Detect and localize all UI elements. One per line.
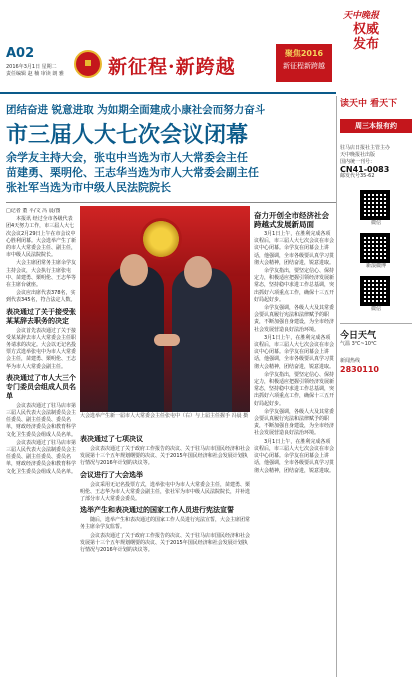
logo-text <box>353 22 379 52</box>
headline-divider <box>6 202 336 203</box>
weather-temp: 气温 3℃~10℃ <box>340 341 377 347</box>
person-right-head <box>184 256 212 288</box>
page-number: A02 <box>6 46 35 61</box>
banner-text: 新征程新跨越 <box>283 62 325 70</box>
hotline-label: 新闻热线 <box>340 358 361 364</box>
body-paragraph: 3月1日上午，在胜利完成各项议程后，市三届人大七次会议在市会议中心闭幕。余学友在闭幕会上讲话，他强调，全市各级要认真学习贯彻大会精神，团结奋进，锐意进取。 <box>254 438 334 474</box>
info-line-2: 天中晚报社出版 <box>340 152 376 158</box>
body-paragraph: 随后，选举产生和表决通过的国家工作人员进行宪法宣誓，大会主席团常务主席余学友监誓。 <box>80 517 250 531</box>
byline: □记者 董 平/文 冯 晨/图 <box>6 208 61 214</box>
right-column <box>254 208 334 670</box>
body-paragraph: 3月1日上午，在胜利完成各项议程后，市三届人大七次会议在市会议中心闭幕。余学友在闭幕会上讲话，他强调，全市各级要认真学习贯彻大会精神，团结奋进，锐意进取。 <box>254 231 334 266</box>
qr-label: 微信 <box>370 220 381 226</box>
section-heading: 表决通过了七项决议 <box>80 435 143 443</box>
section-slogan: 新征程·新跨越 <box>108 56 236 78</box>
lead-paragraph: 本报讯 经过全市各级代表团4天努力工作，市三届人大七次会议2月29日上午在市会议中心胜利闭幕。大会选举产生了新的市人大常委会主任、副主任，市中级人民法院院长。 <box>6 216 76 259</box>
left-column <box>6 208 76 668</box>
body-paragraph: 余学友指出，要坚定信心、保持定力，积极适应把握引领经济发展新常态，坚持稳中求进工作总基调，突出抓好六项重点工作，确保十三五开好局起好步。 <box>254 371 334 407</box>
body-paragraph: 3月1日上午，在胜利完成各项议程后，市三届人大七次会议在市会议中心闭幕。余学友在闭幕会上讲话，他强调，全市各级要认真学习贯彻大会精神，团结奋进，锐意进取。 <box>254 334 334 370</box>
middle-column <box>80 432 250 672</box>
body-paragraph: 会议采用无记名投票方式，选举张屯中为市人大常委会主任，苗建勇、栗明伦、王志华为市人大常委会副主任，张社军为市中级人民法院院长，并补选了部分市人大常委会委员。 <box>80 481 250 503</box>
story-subdeck <box>6 150 336 195</box>
qr-label: 微信 <box>370 306 381 312</box>
logo-name: 天中晚报 <box>343 11 380 21</box>
slogan-part-2: 看天下 <box>370 99 398 109</box>
qr-code-icon <box>360 190 390 220</box>
publisher-info <box>340 145 412 180</box>
body-paragraph: 会议表决通过了关于政府工作报告的决议、关于驻马店市国民经济和社会发展第十三个五年规划纲要的决议、关于2015年国民经济和社会发展计划执行情况与2016年计划的决议等。 <box>80 446 250 467</box>
body-paragraph: 会议表决通过了驻马店市第三届人民代表大会法制委员会主任委员、副主任委员、委员名单，财政经济委员会和教育科学文化卫生委员会组成人员名单。 <box>6 439 76 475</box>
qr-code-icon <box>360 276 390 306</box>
qr-label: 新浪微博 <box>365 263 386 269</box>
person-right <box>172 268 232 412</box>
body-paragraph: 余学友指出，要坚定信心、保持定力，积极适应把握引领经济发展新常态，坚持稳中求进工作总基调，突出抓好六项重点工作，确保十三五开好局起好步。 <box>254 268 334 303</box>
post-code: 邮发代号35-62 <box>340 173 375 179</box>
subdeck-line-2: 苗建勇、栗明伦、王志华当选为市人大常委会副主任 <box>6 166 259 179</box>
weather-title: 今日天气 <box>340 331 377 341</box>
body-paragraph: 会议首先表决通过了关于接受某某辞去市人大常委会主任职务请求的决定。大会以无记名投票方式选举张屯中为市人大常委会主任，苗建勇、栗明伦、王志华为市人大常委会副主任。 <box>6 327 76 370</box>
logo-text-line-1: 权威 <box>353 22 380 37</box>
sidebar-top <box>340 96 412 374</box>
news-photo <box>80 206 250 412</box>
handshake <box>154 334 180 346</box>
banner-year: 聚焦2016 <box>284 49 324 58</box>
section-heading: 选举产生和表决通过的国家工作人员进行宪法宣誓 <box>80 506 234 515</box>
emblem-backdrop-icon <box>140 218 182 260</box>
promo-tag: 周三本报有约 <box>340 119 412 133</box>
slogan-part-1: 读天中 <box>340 99 368 109</box>
newspaper-logo <box>339 6 411 52</box>
subdeck-line-1: 余学友主持大会，张屯中当选为市人大常委会主任 <box>6 151 248 164</box>
editor-line: 责任编辑 赵 楠 审读 朗 雅 <box>6 71 64 77</box>
story-kicker: 团结奋进 锐意进取 为如期全面建成小康社会而努力奋斗 <box>6 104 266 116</box>
cn-code: CN41-0083 <box>340 165 390 174</box>
masthead <box>0 0 415 96</box>
info-line-3: 国内统一刊号： <box>340 159 376 165</box>
body-paragraph: 会议表决通过了关于政府工作报告的决议、关于驻马店市国民经济和社会发展第十三个五年规划纲要的决议、关于2015年国民经济和社会发展计划执行情况与2016年计划的决议等。 <box>80 532 250 554</box>
subdeck-line-3: 张社军当选为市中级人民法院院长 <box>6 181 171 194</box>
qr-block-2 <box>340 233 412 270</box>
story-headline: 市三届人大七次会议闭幕 <box>6 123 249 148</box>
qr-code-icon <box>360 233 390 263</box>
body-paragraph: 会议表决通过了驻马店市第三届人民代表大会法制委员会主任委员、副主任委员、委员名单，财政经济委员会和教育科学文化卫生委员会组成人员名单。 <box>6 402 76 438</box>
section-heading: 表决通过了关于接受张某某辞去职务的决定 <box>6 307 76 325</box>
body-paragraph: 余学友强调，各级人大及其常委会要认真履行宪法和法律赋予的职责，不断加强自身建设，为全市经济社会发展营造良好法治环境。 <box>254 305 334 333</box>
date-line <box>6 64 76 78</box>
body-paragraph: 大会主席团常务主席余学友主持会议，大会执行主席张屯中、苗建勇、栗明伦、王志华等在主席台就座。 <box>6 260 76 289</box>
qr-block-3 <box>340 276 412 313</box>
qr-block-1 <box>340 190 412 227</box>
person-left-head <box>120 254 148 286</box>
issue-date: 2016年3月1日 星期二 <box>6 64 57 70</box>
weather-box <box>340 323 412 348</box>
masthead-divider <box>0 92 336 94</box>
hotline-box <box>340 358 412 374</box>
hotline-number: 2830110 <box>340 365 379 374</box>
national-emblem-icon <box>74 50 102 78</box>
section-heading: 表决通过了市人大三个专门委员会组成人员名单 <box>6 373 76 400</box>
logo-text-line-2: 发布 <box>353 37 380 52</box>
photo-caption: 大会选举产生新一届市人大常委会主任张屯中（右）与上届主任握手 冯晨 摄 <box>80 413 249 419</box>
info-line-1: 驻马店日报社主管主办 <box>340 145 391 151</box>
body-paragraph: 余学友强调，各级人大及其常委会要认真履行宪法和法律赋予的职责，不断加强自身建设，为全市经济社会发展营造良好法治环境。 <box>254 408 334 437</box>
body-paragraph: 会议应出席代表378名，实到代表345名，符合法定人数。 <box>6 290 76 304</box>
sidebar-slogan <box>340 96 412 109</box>
right-article-headline: 奋力开创全市经济社会跨越式发展新局面 <box>254 211 329 229</box>
section-heading: 会议进行了大会选举 <box>80 470 143 479</box>
feature-banner <box>276 44 332 82</box>
